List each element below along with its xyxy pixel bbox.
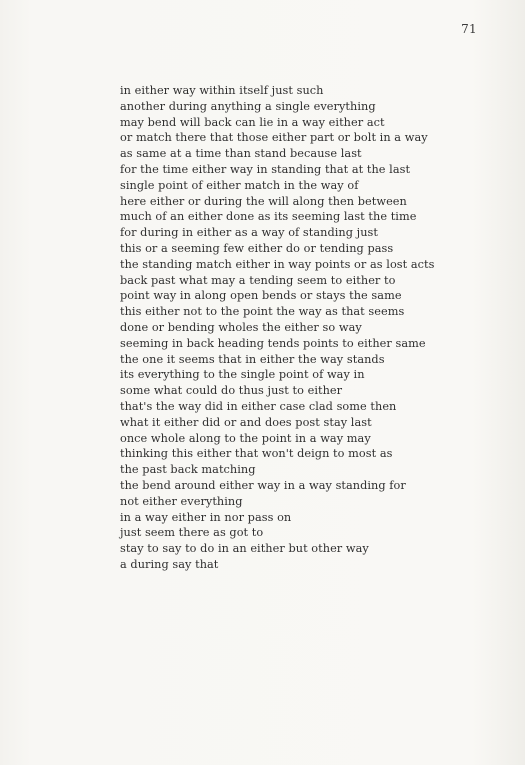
- poem-line: once whole along to the point in a way may: [120, 431, 371, 445]
- poem-line: another during anything a single everything: [120, 99, 376, 113]
- poem-line: back past what may a tending seem to either to: [120, 273, 396, 287]
- poem-line: some what could do thus just to either: [120, 384, 343, 398]
- poem-line: this or a seeming few either do or tending pass: [120, 241, 394, 255]
- poem-line: what it either did or and does post stay last: [120, 415, 372, 429]
- poem-line: the one it seems that in either the way stands: [120, 352, 385, 366]
- poem-line: in a way either in nor pass on: [120, 510, 292, 524]
- poem-line: this either not to the point the way as that seems: [120, 305, 405, 319]
- poem-line: single point of either match in the way of: [120, 178, 359, 192]
- poem-line: in either way within itself just such: [120, 84, 324, 97]
- poem-line: much of an either done as its seeming last the time: [120, 210, 417, 224]
- poem-line: as same at a time than stand because last: [120, 147, 362, 161]
- poem-line: seeming in back heading tends points to either same: [120, 336, 426, 350]
- poem-line: thinking this either that won't deign to most as: [120, 447, 393, 461]
- poem-line: the past back matching: [120, 463, 256, 477]
- poem-line: here either or during the will along then between: [120, 194, 407, 208]
- poem-text: [120, 83, 450, 573]
- poem-line: for during in either as a way of standing just: [120, 226, 378, 240]
- page-number: 71: [461, 22, 477, 36]
- poem-line: a during say that: [120, 557, 219, 571]
- poem-line: just seem there as got to: [120, 526, 264, 540]
- poem-line: not either everything: [120, 494, 243, 508]
- poem-line: done or bending wholes the either so way: [120, 320, 362, 334]
- poem-line: that's the way did in either case clad some then: [120, 399, 397, 413]
- poem-line: its everything to the single point of way in: [120, 368, 365, 382]
- poem-line: or match there that those either part or bolt in a way: [120, 131, 428, 145]
- poem-line: for the time either way in standing that at the last: [120, 162, 411, 176]
- poem-line: point way in along open bends or stays the same: [120, 289, 402, 303]
- poem-line: stay to say to do in an either but other way: [120, 542, 369, 556]
- poem-line: the standing match either in way points or as lost acts: [120, 257, 435, 271]
- poem-line: the bend around either way in a way standing for: [120, 478, 406, 492]
- poem-line: may bend will back can lie in a way either act: [120, 115, 385, 129]
